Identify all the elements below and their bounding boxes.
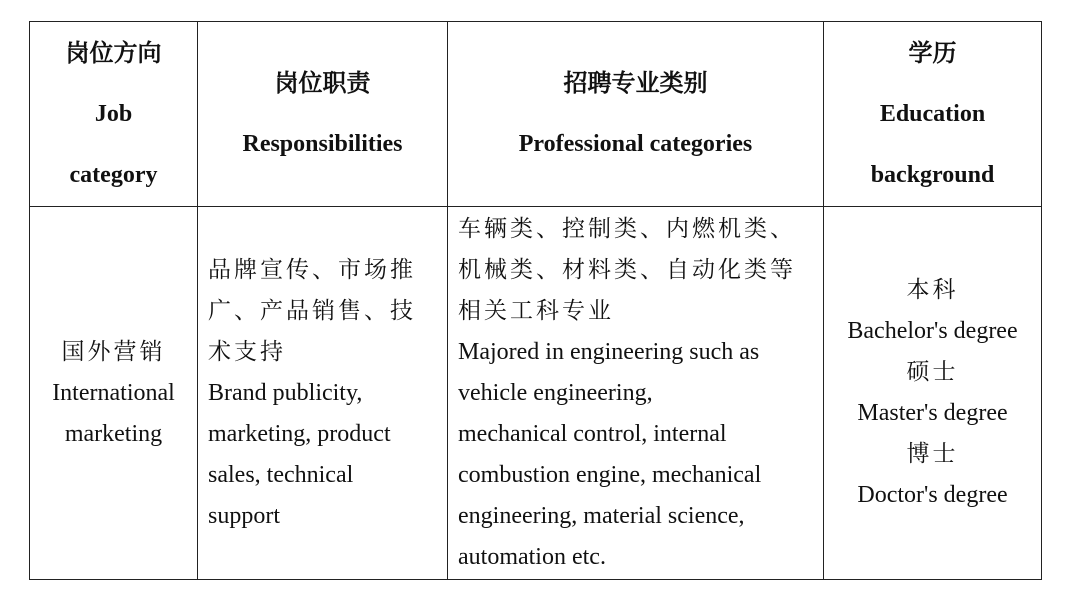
professional-zh-line: 车辆类、控制类、内燃机类、	[458, 215, 796, 242]
header-professional-en: Professional categories	[518, 131, 753, 157]
job-category-en-1: International	[52, 379, 175, 406]
professional-en-line: vehicle engineering,	[458, 379, 653, 406]
header-education-zh: 学历	[908, 38, 957, 67]
header-responsibilities-en: Responsibilities	[242, 131, 403, 157]
responsibilities-zh-line: 术支持	[208, 338, 286, 365]
header-job-category	[30, 22, 198, 207]
cell-responsibilities	[198, 207, 448, 580]
professional-en-line: mechanical control, internal	[458, 420, 727, 447]
education-bachelor-zh: 本科	[906, 277, 959, 303]
responsibilities-zh-line: 品牌宣传、市场推	[208, 256, 416, 283]
responsibilities-en-line: marketing, product	[208, 420, 391, 447]
education-doctor-zh: 博士	[906, 441, 959, 467]
education-doctor-en: Doctor's degree	[857, 482, 1008, 508]
header-job-category-en-1: Job	[94, 100, 133, 127]
header-row	[30, 22, 1042, 207]
cell-job-category	[30, 207, 198, 580]
responsibilities-zh-line: 广、产品销售、技	[208, 297, 416, 324]
header-responsibilities	[198, 22, 448, 207]
education-master-zh: 硕士	[906, 359, 959, 385]
professional-en-line: Majored in engineering such as	[458, 338, 760, 365]
job-category-zh: 国外营销	[61, 338, 166, 365]
header-job-category-en-2: category	[69, 161, 158, 188]
professional-en-line: engineering, material science,	[458, 502, 745, 529]
professional-en-line: combustion engine, mechanical	[458, 461, 762, 488]
header-education-en-2: background	[870, 161, 995, 188]
education-master-en: Master's degree	[857, 400, 1008, 426]
education-bachelor-en: Bachelor's degree	[847, 318, 1018, 344]
header-professional-zh: 招聘专业类别	[563, 69, 708, 97]
professional-zh-line: 机械类、材料类、自动化类等	[458, 256, 796, 283]
professional-zh-line: 相关工科专业	[458, 297, 614, 324]
recruitment-table	[29, 21, 1042, 580]
header-education-en-1: Education	[879, 100, 986, 127]
responsibilities-en-line: Brand publicity,	[208, 379, 363, 406]
job-category-en-2: marketing	[64, 420, 163, 447]
header-professional	[448, 22, 824, 207]
header-responsibilities-zh: 岗位职责	[274, 69, 371, 97]
professional-en-line: automation etc.	[458, 543, 606, 570]
table-row	[30, 207, 1042, 580]
cell-professional	[448, 207, 824, 580]
cell-education	[824, 207, 1042, 580]
responsibilities-en-line: support	[208, 502, 280, 529]
header-job-category-zh: 岗位方向	[65, 38, 162, 67]
header-education	[824, 22, 1042, 207]
responsibilities-en-line: sales, technical	[208, 461, 354, 488]
